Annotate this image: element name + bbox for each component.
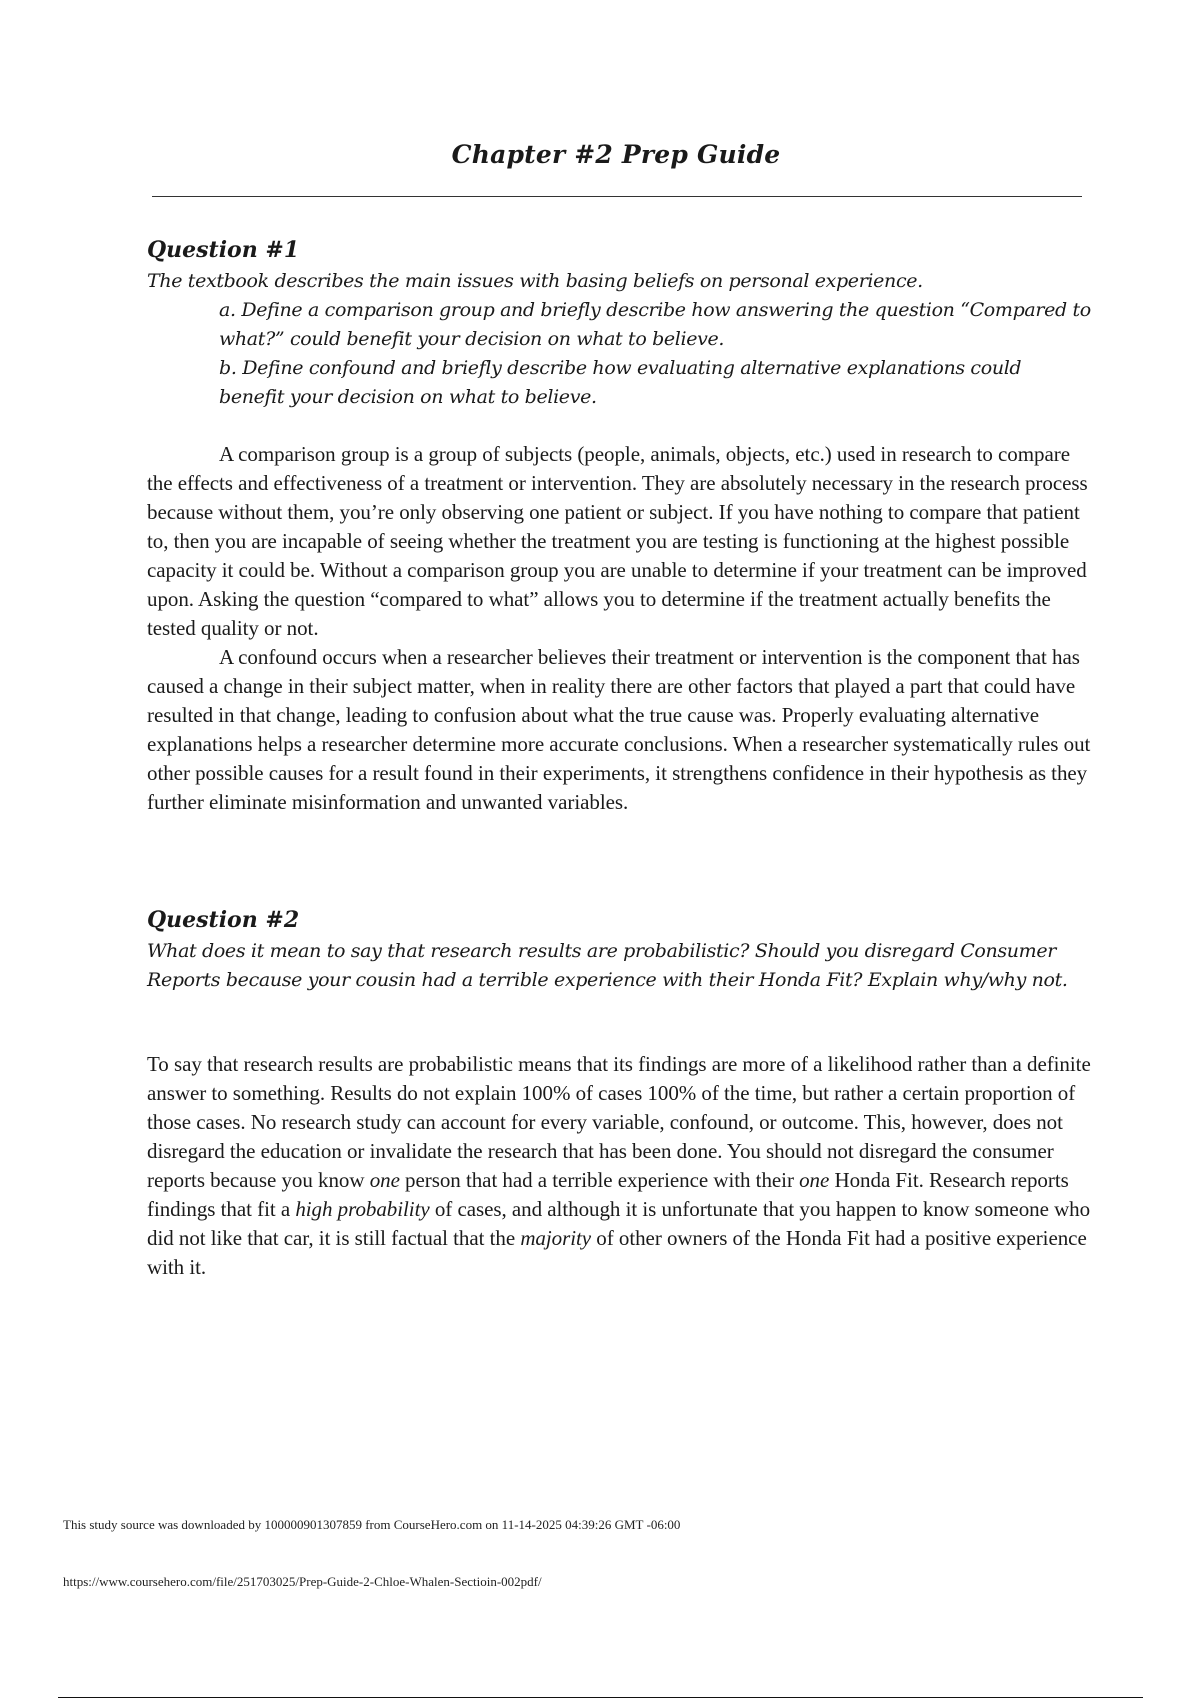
question-1-prompt-block: [147, 267, 1092, 412]
question-2-heading: Question #2: [147, 907, 300, 933]
answer-text: To say that research results are probabilistic means that its findings are more of a likelihood rather than a definite answer to something. Results do not explain 100% of cases 100% of the time, but rather a certain proportion of those cases. No research study can account for every variable, confound, or outcome. This, however, does not disregard the education or invalidate the research that has been done. You should not disregard the consumer reports because you know: [147, 1052, 1091, 1192]
answer-paragraph-confound: A confound occurs when a researcher believes their treatment or intervention is the component that has caused a change in their subject matter, when in reality there are other factors that played a part that could have resulted in that change, leading to confusion about what the true cause was. Properly evaluating alternative explanations helps a researcher determine more accurate conclusions. When a researcher systematically rules out other possible causes for a result found in their experiments, it strengthens confidence in their hypothesis as they further eliminate misinformation and unwanted variables.: [147, 645, 1091, 814]
source-url[interactable]: https://www.coursehero.com/file/251703025/Prep-Guide-2-Chloe-Whalen-Sectioin-002pdf/: [63, 1574, 542, 1589]
answer-text: Honda Fit. Research reports findings that fit a: [147, 1168, 1069, 1221]
answer-paragraph-comparison-group: A comparison group is a group of subjects (people, animals, objects, etc.) used in research to compare the effects and effectiveness of a treatment or intervention. They are absolutely necessary in the research process because without them, you’re only observing one patient or subject. If you have nothing to compare that patient to, then you are incapable of seeing whether the treatment you are testing is functioning at the highest possible capacity it could be. Without a comparison group you are unable to determine if your treatment can be improved upon. Asking the question “compared to what” allows you to determine if the treatment actually benefits the tested quality or not.: [147, 442, 1088, 640]
bottom-divider: [58, 1697, 1143, 1698]
emphasis-text: majority: [520, 1226, 592, 1250]
emphasis-text: one: [799, 1168, 830, 1192]
question-2-prompt: What does it mean to say that research results are probabilistic? Should you disregard Consumer Reports because your cousin had a terrible experience with their Honda Fit? Explain why/why not.: [147, 940, 1068, 991]
answer-text: person that had a terrible experience with their: [399, 1168, 800, 1192]
answer-text: of cases, and although it is unfortunate that you happen to know someone who did not like that car, it is still factual that the: [147, 1197, 1091, 1250]
emphasis-text: one: [369, 1168, 400, 1192]
question-1-heading: Question #1: [147, 237, 300, 263]
question-1-part-b: b. Define confound and briefly describe how evaluating alternative explanations could benefit your decision on what to believe.: [219, 357, 1022, 408]
question-1-answer: [147, 440, 1097, 817]
emphasis-text: high probability: [295, 1197, 430, 1221]
question-2-answer: [147, 1050, 1097, 1282]
question-1-prompt: The textbook describes the main issues with basing beliefs on personal experience.: [147, 270, 923, 292]
download-note: This study source was downloaded by 100000901307859 from CourseHero.com on 11-14-2025 04:39:26 GMT -06:00: [63, 1517, 681, 1532]
question-1-part-a: a. Define a comparison group and briefly describe how answering the question “Compared to what?” could benefit your decision on what to believe.: [219, 299, 1091, 350]
title-divider: [152, 196, 1082, 197]
page-title: Chapter #2 Prep Guide: [451, 140, 781, 169]
answer-paragraph-probabilistic: [147, 1050, 1097, 1282]
answer-text: of other owners of the Honda Fit had a positive experience with it.: [147, 1226, 1087, 1279]
